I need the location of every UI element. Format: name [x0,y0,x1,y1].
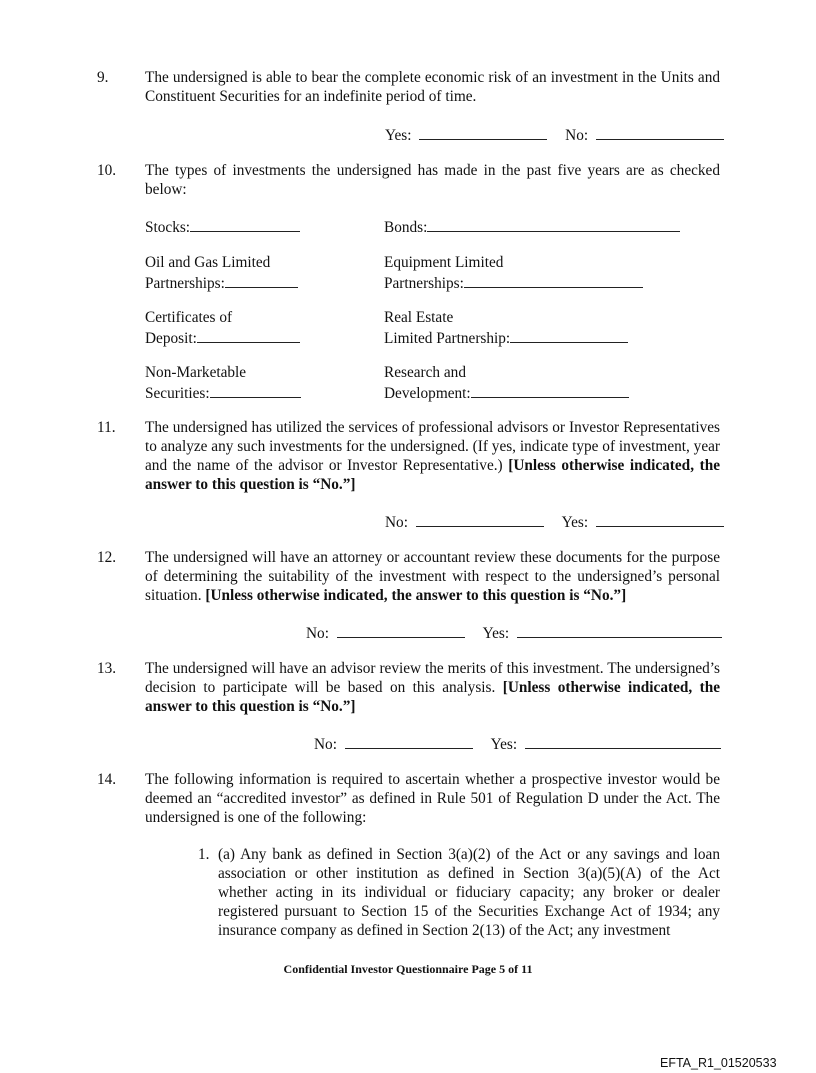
non-marketable-label-1: Non-Marketable [145,364,247,381]
q13-text [145,659,720,716]
bonds-field[interactable] [427,216,680,232]
research-label-1: Research and [384,364,466,381]
non-marketable-label-2: Securities: [145,385,210,402]
q11-no-label: No: [385,514,408,531]
q12-bold-note: [Unless otherwise indicated, the answer to this question is “No.”] [205,587,627,604]
real-estate-field[interactable] [510,327,628,343]
stocks-field[interactable] [190,216,300,232]
q11-yes-label: Yes: [561,514,589,531]
q11-number: 11. [97,419,116,436]
bonds-label: Bonds: [384,219,428,236]
q12-text [145,548,720,605]
q11-text [145,418,720,494]
cd-row [145,308,300,348]
q9-no-label: No: [565,127,589,144]
q13-no-field[interactable] [345,733,473,749]
non-marketable-field[interactable] [210,382,301,398]
q10-number: 10. [97,162,117,179]
oil-gas-field[interactable] [225,272,298,288]
real-estate-label-2: Limited Partnership: [384,330,511,347]
q11-no-field[interactable] [416,511,544,527]
q9-yes-field[interactable] [419,124,547,140]
q14-item-text: (a) Any bank as defined in Section 3(a)(2) of the Act or any savings and loan association or other institution as defined in Section 3(a)(5)(A) of the Act whether acting in its individual or fiduciary capacity; any broker or dealer registered pursuant to Section 15 of the Securities Exchange Act of 1934; any insurance company as defined in Section 2(13) of the Act; any investment [218,846,720,939]
equipment-label-1: Equipment Limited [384,254,504,271]
equipment-row [384,253,643,293]
equipment-field[interactable] [464,272,643,288]
q9-yes-label: Yes: [385,127,412,144]
q13-yes-field[interactable] [525,733,721,749]
real-estate-row [384,308,628,348]
document-id: EFTA_R1_01520533 [660,1056,777,1070]
stocks-row [145,216,300,237]
q13-yes-label: Yes: [490,736,518,753]
q13-bold-note: [Unless otherwise indicated, the answer to this question is “No.”] [145,679,720,715]
q12-no-label: No: [306,625,329,642]
q9-number: 9. [97,69,109,86]
q12-no-field[interactable] [337,622,465,638]
q14-text: The following information is required to ascertain whether a prospective investor would be deemed an “accredited investor” as defined in Rule 501 of Regulation D under the Act. The undersigned is one of the following: [145,771,720,826]
research-field[interactable] [471,382,629,398]
oil-gas-row [145,253,298,293]
oil-gas-label-1: Oil and Gas Limited [145,254,271,271]
q9-answer-row [385,124,724,145]
q12-answer-row [306,622,722,643]
q12-yes-label: Yes: [482,625,510,642]
q14-number: 14. [97,771,117,788]
real-estate-label-1: Real Estate [384,309,454,326]
q13-number: 13. [97,660,117,677]
cd-field[interactable] [197,327,300,343]
q11-bold-note: [Unless otherwise indicated, the answer to this question is “No.”] [145,457,720,493]
non-marketable-row [145,363,301,403]
cd-label-2: Deposit: [145,330,197,347]
research-label-2: Development: [384,385,471,402]
q11-yes-field[interactable] [596,511,724,527]
q9-no-field[interactable] [596,124,724,140]
oil-gas-label-2: Partnerships: [145,275,225,292]
q14-item-number: 1. [198,846,210,863]
q10-text: The types of investments the undersigned has made in the past five years are as checked below: [145,162,720,198]
cd-label-1: Certificates of [145,309,233,326]
q13-body: The undersigned will have an advisor review the merits of this investment. The undersigned’s decision to participate will be based on this analysis. [145,660,720,696]
q11-body: The undersigned has utilized the services of professional advisors or Investor Representatives to analyze any such investments for the undersigned. (If yes, indicate type of investment, year and the name of the advisor or Investor Representative.) [145,419,720,474]
equipment-label-2: Partnerships: [384,275,464,292]
q9-text: The undersigned is able to bear the complete economic risk of an investment in the Units and Constituent Securities for an indefinite period of time. [145,69,720,105]
q12-number: 12. [97,549,117,566]
stocks-label: Stocks: [145,219,191,236]
page-footer: Confidential Investor Questionnaire Page 5 of 11 [283,962,533,976]
research-row [384,363,629,403]
q13-answer-row [314,733,721,754]
q13-no-label: No: [314,736,337,753]
q11-answer-row [385,511,724,532]
q12-body: The undersigned will have an attorney or accountant review these documents for the purpose of determining the suitability of the investment with respect to the undersigned’s personal situation. [145,549,720,604]
bonds-row [384,216,680,237]
q12-yes-field[interactable] [517,622,722,638]
